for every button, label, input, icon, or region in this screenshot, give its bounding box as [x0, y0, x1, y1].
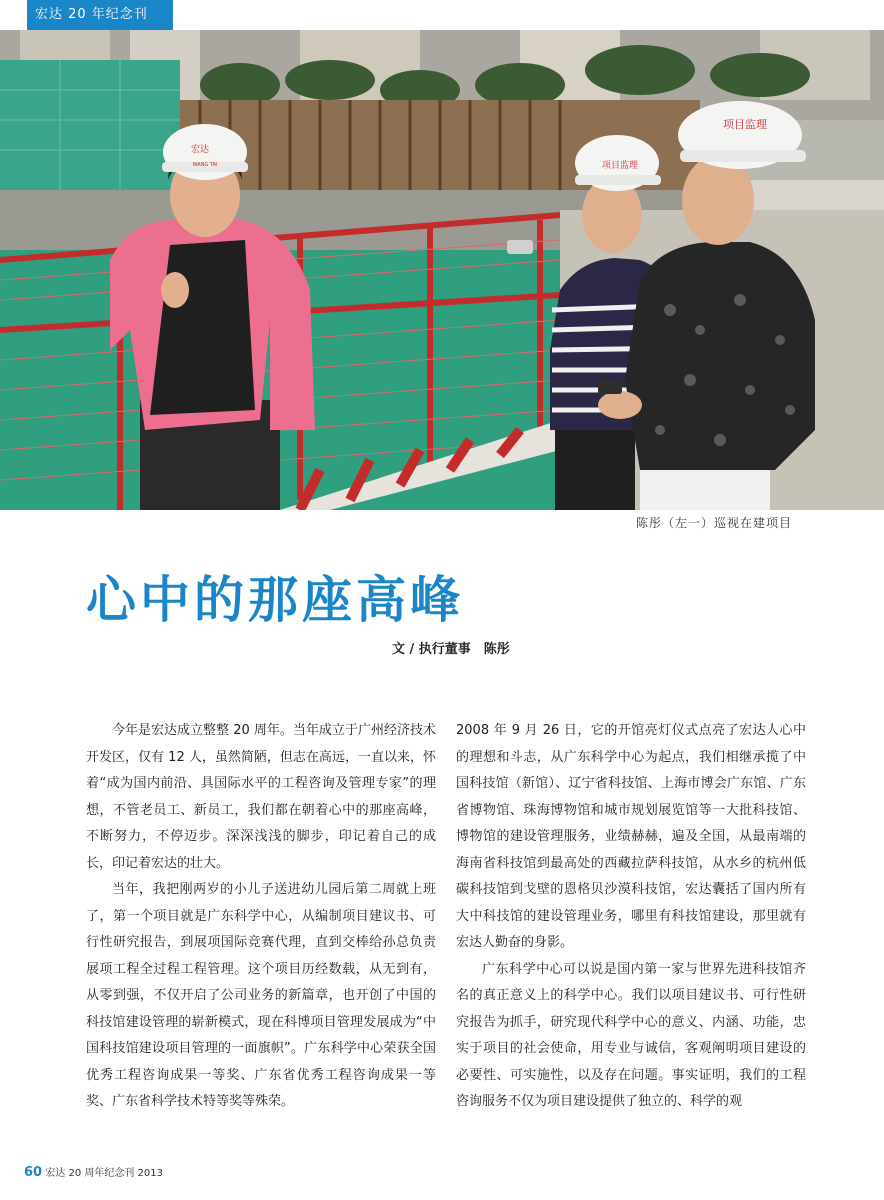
construction-site-illustration — [0, 30, 884, 510]
header-tab: 宏达 20 年纪念刊 — [27, 0, 173, 30]
paragraph: 2008 年 9 月 26 日，它的开馆亮灯仪式点亮了宏达人心中的理想和斗志，从广东科学中心为起点，我们相继承揽了中国科技馆（新馆）、辽宁省科技馆、上海市博会广东馆、广东省博物馆、珠海博物馆和城市规划展览馆等一大批科技馆、博物馆的建设管理服务，业绩赫赫，遍及全国，从最南端的海南省科技馆到最高处的西藏拉萨科技馆，从水乡的杭州低碳科技馆到戈壁的恩格贝沙漠科技馆，宏达囊括了国内所有大中科技馆的建设管理业务，哪里有科技馆建设，那里就有宏达人勤奋的身影。 — [456, 723, 806, 950]
page-footer — [24, 1164, 163, 1180]
svg-text:宏达: 宏达 — [190, 145, 210, 155]
article-byline: 文 / 执行董事 陈彤 — [392, 642, 510, 657]
paragraph: 今年是宏达成立整整 20 周年。当年成立于广州经济技术开发区，仅有 12 人，虽然简陋，但志在高远，一直以来，怀着“成为国内前沿、具国际水平的工程咨询及管理专家”的理想，不管老员工、新员工，我们都在朝着心中的那座高峰，不断努力，不停迈步。深深浅浅的脚步，印记着自己的成长，印记着宏达的壮大。 — [86, 723, 436, 871]
photo-caption: 陈彤（左一）巡视在建项目 — [635, 516, 792, 530]
svg-text:项目监理: 项目监理 — [601, 161, 639, 171]
article-photo — [0, 30, 884, 510]
article-column-left — [86, 718, 436, 1116]
paragraph: 广东科学中心可以说是国内第一家与世界先进科技馆齐名的真正意义上的科学中心。我们以项目建议书、可行性研究报告为抓手，研究现代科学中心的意义、内涵、功能，忠实于项目的社会使命，用专业与诚信，客观阐明项目建设的必要性、可实施性，以及存在问题。事实证明，我们的工程咨询服务不仅为项目建设提供了独立的、科学的观 — [456, 961, 806, 1109]
paragraph: 当年，我把刚两岁的小儿子送进幼儿园后第二周就上班了，第一个项目就是广东科学中心，从编制项目建议书、可行性研究报告，到展项国际竞赛代理，直到交棒给孙总负责展项工程全过程工程管理。这个项目历经数载，从无到有，从零到强，不仅开启了公司业务的新篇章，也开创了中国的科技馆建设管理的崭新模式，现在科博项目管理发展成为“中国科技馆建设项目管理的一面旗帜”。广东科学中心荣获全国优秀工程咨询成果一等奖、广东省优秀工程咨询成果一等奖、广东省科学技术特等奖等殊荣。 — [86, 882, 436, 1109]
page-number: 60 — [24, 1165, 43, 1180]
svg-text:项目监理: 项目监理 — [723, 118, 767, 131]
article-title: 心中的那座高峰 — [86, 571, 464, 629]
article-column-right — [456, 718, 806, 1116]
footer-text: 宏达 20 周年纪念刊 2013 — [45, 1168, 163, 1179]
svg-text:WANG TAI: WANG TAI — [192, 162, 218, 168]
